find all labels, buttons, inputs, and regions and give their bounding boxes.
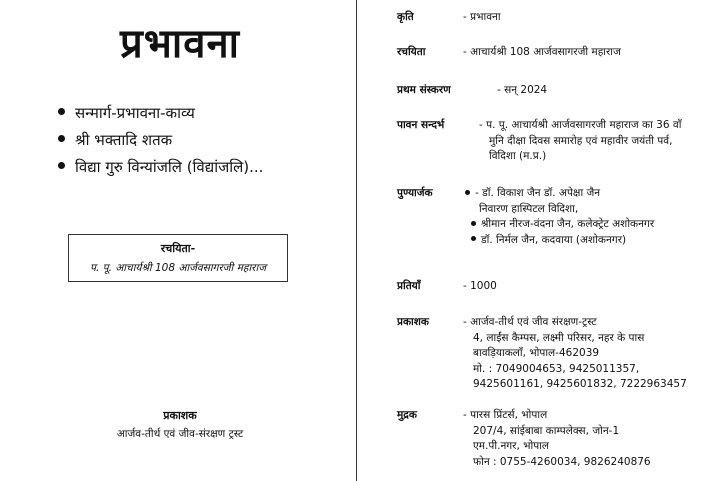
works-list-item: विद्या गुरु विन्यांजलि (विद्यांजलि)... — [58, 154, 263, 181]
works-list-item: श्री भक्तादि शतक — [58, 127, 263, 154]
bullet-icon — [471, 236, 476, 241]
right-page: कृति - प्रभावना रचयिता - आचार्यश्री 108 आर्जवसागरजी महाराज प्रथम संस्करण - सन् 2024 पावन सन्दर्भ - प. पू. आचार्यश्री आर्जवसागरजी महाराज का 36 वाँ मुनि दीक्षा दिवस समारोह एवं महावीर जयंती पर्व, विदिशा (म.प्र.) पुण्यार्जक - डॉ. विकाश जैन डॉ. अपेक्षा जैन निवारण हास्पिटल विदिशा, श्रीमान नीरज-वंदना जैन, कलेक्ट्रेट अशोकनगर डॉ. निर्मल जैन, कदवाया (अशोकनगर) प्रतियाँ - 1000 प्रकाशक - आर्जव-तीर्थ एवं जीव संरक्षण-ट्रस्ट 4, लाईंस कैम्पस, लक्ष्मी परिसर, नहर के पास बावड़ियाकलाँ, भोपाल-462039 मो. : 7049004653, 9425011357, 9425601161, 9425601832, 7222963457 मुद्रक - पारस प्रिंटर्स, भोपाल 207/4, सांईबाबा काम्पलेक्स, जोन-1 एम.पी.नगर, भोपाल फोन : 0755-4260034, 9826240876 — [397, 11, 687, 468]
works-list — [58, 100, 263, 181]
book-title: प्रभावना — [119, 21, 241, 67]
author-label: रचयिता- — [160, 242, 196, 255]
publisher-label: प्रकाशक — [163, 409, 197, 422]
author-box — [68, 234, 288, 282]
bullet-icon — [465, 190, 470, 195]
publisher-block — [90, 408, 270, 441]
bullet-icon — [58, 135, 65, 142]
bullet-icon — [58, 108, 65, 115]
publisher-name: आर्जव-तीर्थ एवं जीव-संरक्षण ट्रस्ट — [116, 428, 244, 440]
bullet-icon — [58, 162, 65, 169]
bullet-icon — [471, 221, 476, 226]
works-list-item: सन्मार्ग-प्रभावना-काव्य — [58, 100, 263, 127]
author-name: प. पू. आचार्यश्री 108 आर्जवसागरजी महाराज — [90, 262, 266, 274]
